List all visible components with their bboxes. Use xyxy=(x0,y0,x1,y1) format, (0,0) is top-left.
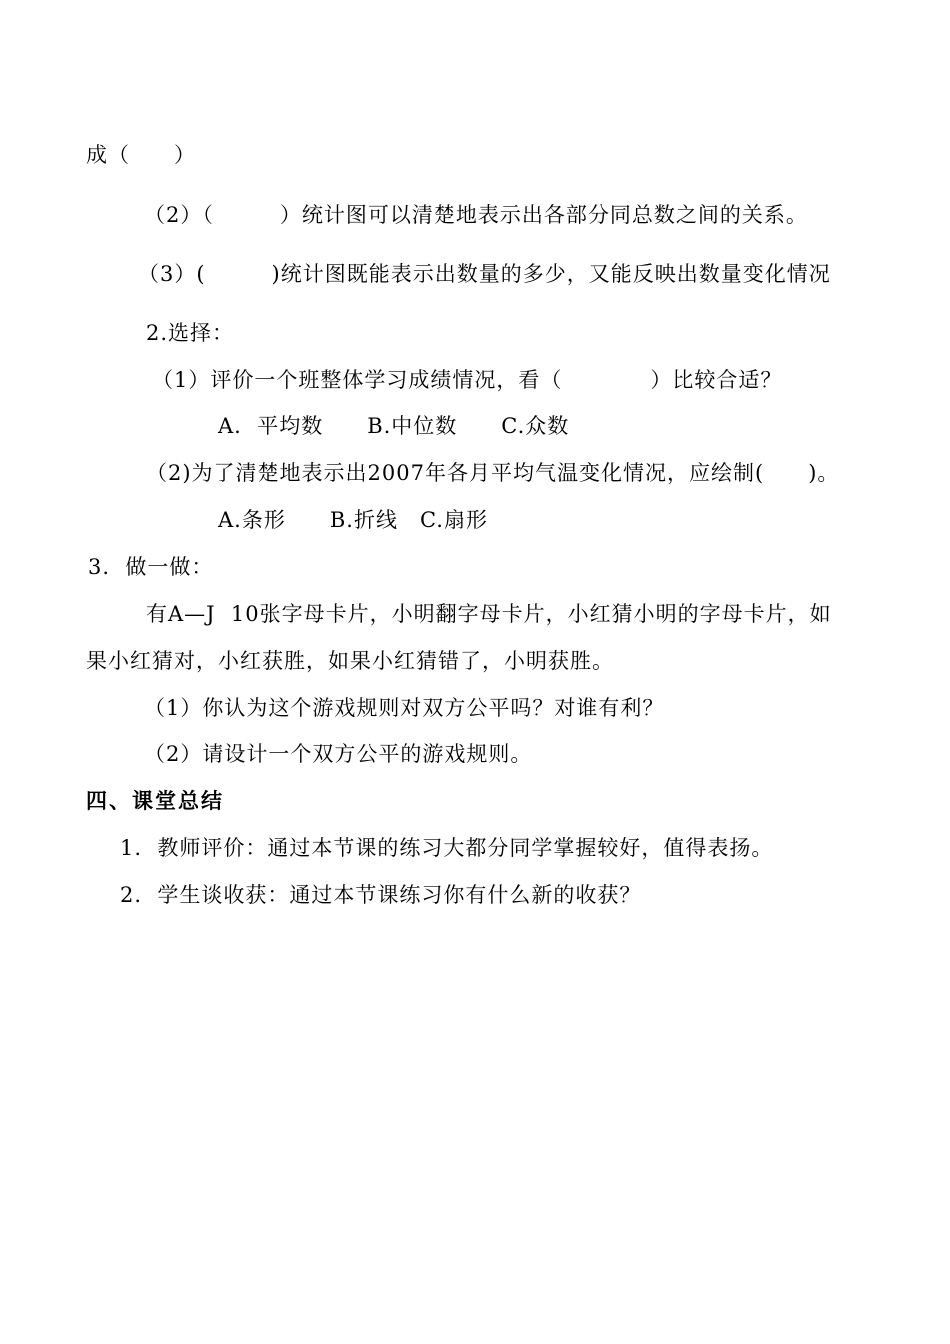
line-summary-2: 2. 学生谈收获：通过本节课练习你有什么新的收获？ xyxy=(120,883,642,907)
line-choice-2-options: A.条形 B.折线 C.扇形 xyxy=(218,508,488,532)
line-summary-1: 1. 教师评价：通过本节课的练习大都分同学掌握较好，值得表扬。 xyxy=(120,836,774,860)
line-question-3: （3）( )统计图既能表示出数量的多少，又能反映出数量变化情况 xyxy=(138,262,831,286)
section-choice-heading: 2.选择： xyxy=(146,321,235,345)
section-activity-heading: 3. 做一做： xyxy=(88,555,214,579)
line-question-2: （2）（ ）统计图可以清楚地表示出各部分同总数之间的关系。 xyxy=(144,203,808,227)
line-choice-1: （1）评价一个班整体学习成绩情况，看（ ）比较合适？ xyxy=(152,368,783,392)
line-activity-text-2: 果小红猜对，小红获胜，如果小红猜错了，小明获胜。 xyxy=(86,649,614,673)
line-activity-text-1: 有A—J 10张字母卡片，小明翻字母卡片，小红猜小明的字母卡片，如 xyxy=(146,602,832,626)
section-summary-heading: 四、课堂总结 xyxy=(86,788,224,813)
line-choice-1-options: A. 平均数 B.中位数 C.众数 xyxy=(218,414,570,438)
line-fill-blank-end: 成（ ） xyxy=(86,143,196,167)
line-choice-2: （2)为了清楚地表示出2007年各月平均气温变化情况，应绘制( )。 xyxy=(146,461,840,485)
line-activity-q2: （2）请设计一个双方公平的游戏规则。 xyxy=(144,742,533,766)
line-activity-q1: （1）你认为这个游戏规则对双方公平吗？对谁有利？ xyxy=(144,696,665,720)
